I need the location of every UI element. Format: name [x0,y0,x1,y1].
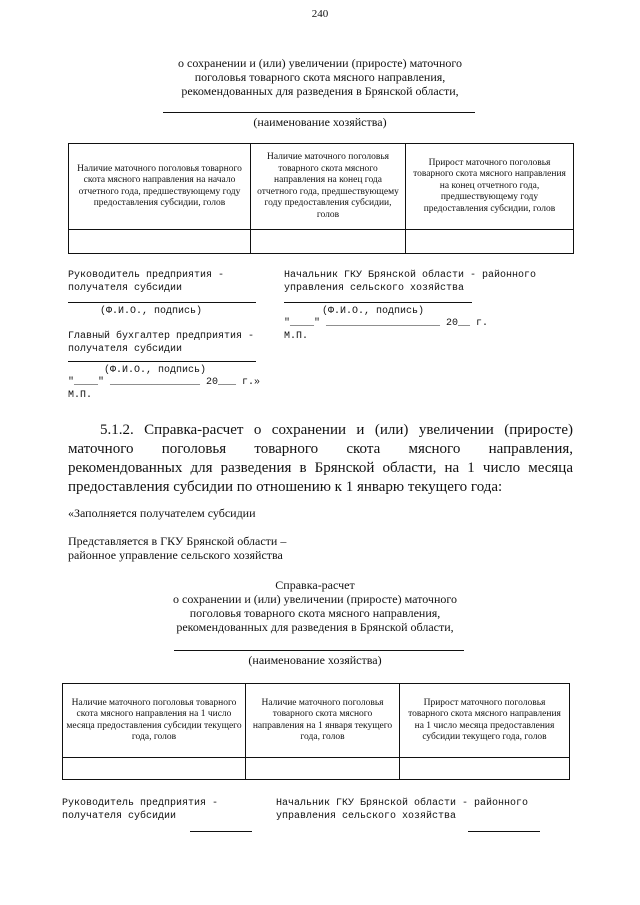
signature-line [468,831,540,832]
paragraph-line: 5.1.2. Справка-расчет о сохранении и (или) увеличении (приросте) [100,422,573,438]
title-line: поголовья товарного скота мясного направления, [189,606,441,620]
title-line: о сохранении и (или) увеличении (приросте) маточного [178,56,462,70]
farm-name-line [174,650,464,651]
signature-line [68,361,256,362]
signature-line [68,302,256,303]
fio-caption: (Ф.И.О., подпись) [322,306,425,317]
title-line: рекомендованных для разведения в Брянской области, [181,84,459,98]
submit-line: Представляется в ГКУ Брянской области – [68,534,287,548]
paragraph-line: рекомендованных для разведения в Брянской области, на 1 число месяца [68,460,573,476]
table-cell [406,230,574,254]
submit-note [68,534,286,562]
fio-caption: (Ф.И.О., подпись) [104,365,207,376]
table-header: Наличие маточного поголовья товарного скота мясного направления на 1 января текущего года, голов [246,684,400,758]
table-header: Наличие маточного поголовья товарного скота мясного направления на начало отчетного года, предшествующему году предоставления субсидии, голов [69,144,251,230]
table-cell [246,758,400,780]
head-label-left: Руководитель предприятия - получателя субсидии [62,798,219,822]
table-header: Прирост маточного поголовья товарного скота мясного направления на 1 число месяца предоставления субсидии текущего года, голов [400,684,570,758]
paragraph-line: маточного поголовья товарного скота мясного направления, [68,441,573,457]
submit-line: районное управление сельского хозяйства [68,548,283,562]
table-header: Наличие маточного поголовья товарного скота мясного направления на 1 число месяца предоставления субсидии текущего года, голов [63,684,246,758]
table-header: Прирост маточного поголовья товарного скота мясного направления на конец отчетного года, предшествующему году предоставления субсидии, голов [406,144,574,230]
fio-caption: (Ф.И.О., подпись) [100,306,203,317]
head-label-left: Руководитель предприятия - получателя субсидии [68,270,225,294]
table-cell [400,758,570,780]
accountant-label: Главный бухгалтер предприятия - получателя субсидии [68,331,255,355]
farm-name-caption: (наименование хозяйства) [248,653,382,667]
table-cell [251,230,406,254]
growth-table-1 [68,143,574,254]
stamp-mark: М.П. [68,390,93,401]
head-label-right: Начальник ГКУ Брянской области - районного управления сельского хозяйства [284,270,537,294]
fill-note: «Заполняется получателем субсидии [68,506,256,520]
farm-name-line [163,112,475,113]
signature-line [284,302,472,303]
table-cell [69,230,251,254]
paragraph-line: предоставления субсидии по отношению к 1 январю текущего года: [68,479,503,495]
title-line: рекомендованных для разведения в Брянской области, [176,620,454,634]
growth-table-2 [62,683,570,780]
date-line: "____" ___________________ 20__ г. [284,318,489,329]
head-label-right: Начальник ГКУ Брянской области - районного управления сельского хозяйства [276,798,529,822]
stamp-mark: М.П. [284,331,309,342]
farm-name-caption: (наименование хозяйства) [253,115,387,129]
title-line: о сохранении и (или) увеличении (приросте) маточного [173,592,457,606]
report-title-1 [120,56,520,98]
date-line: "____" _______________ 20___ г.» [68,377,261,388]
table-header: Наличие маточного поголовья товарного скота мясного направления на конец года отчетного года, предшествующему году предоставления субсидии, голов [251,144,406,230]
section-5-1-2-paragraph [68,421,573,497]
title-line: поголовья товарного скота мясного направления, [194,70,446,84]
report-heading: Справка-расчет [275,578,355,592]
page-number: 240 [311,8,329,20]
table-cell [63,758,246,780]
report-title-2 [115,578,515,634]
signature-line [190,831,252,832]
